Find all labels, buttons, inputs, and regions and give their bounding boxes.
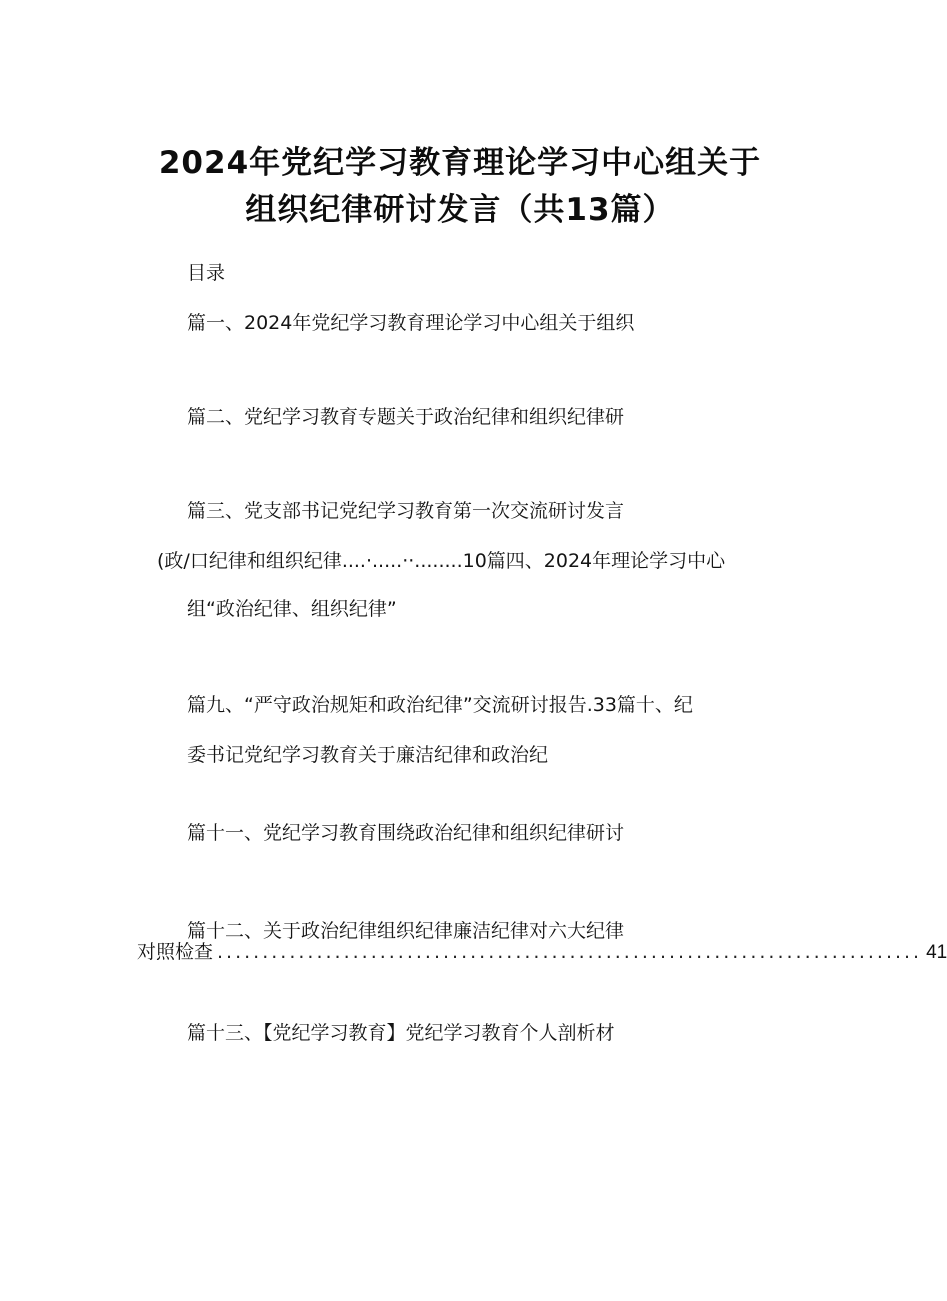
page-number: 41 xyxy=(926,942,947,963)
document-title-line-1: 2024年党纪学习教育理论学习中心组关于 xyxy=(158,145,762,181)
leader-dots: .............................................................................. xyxy=(217,941,923,963)
toc-entry-9: 篇九、“严守政治规矩和政治纪律”交流研讨报告.33篇十、纪 xyxy=(187,694,693,716)
toc-entry-4-continued: 组“政治纪律、组织纪律” xyxy=(187,598,397,620)
toc-heading: 目录 xyxy=(187,262,226,284)
toc-entry-13: 篇十三、【党纪学习教育】党纪学习教育个人剖析材 xyxy=(187,1022,615,1044)
document-title-line-2: 组织纪律研讨发言（共13篇） xyxy=(245,192,675,228)
toc-entry-12: 篇十二、关于政治纪律组织纪律廉洁纪律对六大纪律 xyxy=(187,920,625,942)
toc-entry-1: 篇一、2024年党纪学习教育理论学习中心组关于组织 xyxy=(187,312,635,334)
toc-entry-11: 篇十一、党纪学习教育围绕政治纪律和组织纪律研讨 xyxy=(187,822,625,844)
toc-entry-12-dotted-line xyxy=(137,937,947,964)
toc-entry-3: 篇三、党支部书记党纪学习教育第一次交流研讨发言 xyxy=(187,500,625,522)
toc-entry-2: 篇二、党纪学习教育专题关于政治纪律和组织纪律研 xyxy=(187,406,625,428)
toc-entry-3-continued: (政/口纪律和组织纪律....·.....··........10篇四、2024年理论学习中心 xyxy=(157,550,726,572)
toc-entry-12-label: 对照检查 xyxy=(137,941,214,963)
toc-entry-10-continued: 委书记党纪学习教育关于廉洁纪律和政治纪 xyxy=(187,744,549,766)
